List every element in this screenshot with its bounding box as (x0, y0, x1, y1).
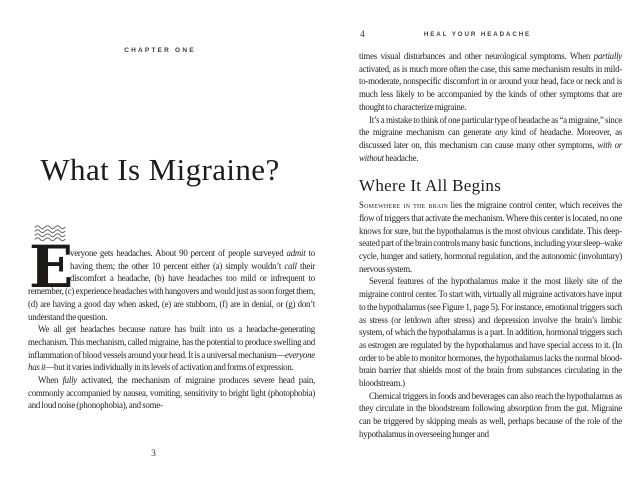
paragraph (359, 275, 622, 389)
text-run: call (284, 260, 297, 271)
right-page-number: 4 (360, 30, 365, 40)
right-page-body (359, 50, 622, 441)
text-run: Chemical triggers in foods and beverages can also reach the hypothalamus as they circulate in the bloodstream following absorption from the gut. Migraine can be triggered by skipping meals as well, perhaps because of the role of the hypothalamus in overseeing hunger and (359, 390, 622, 439)
text-run: Several features of the hypothalamus make it the most likely site of the migraine control center. To start with, virtually all migraine activators have input to the hypothalamus (see Figure 1, page 5). For instance, emotional triggers such as stress (or letdown after stress) and depression involve the brain’s limbic system, of which the hypothalamus is a part. In addition, hormonal triggers such as estrogen are regulated by the hypothalamus and have special access to it. (In order to be able to monitor hormones, the hypothalamus lacks the normal blood-brain barrier that shields most of the brain from substances circulating in the bloodstream.) (359, 276, 622, 389)
section-heading: Where It All Begins (359, 176, 502, 196)
text-run: lies the migraine control center, which receives the flow of triggers that activate the mechanism. Where this center is located, no one knows for sure, but the hypothalamus is the most obvious candidate. This deep-seated part of the brain controls many basic functions, including your sleep–wake cycle, hunger and satiety, hormonal regulation, and the autonomic (involuntary) nervous system. (359, 200, 622, 274)
text-run: activated, the mechanism of migraine produces severe head pain, commonly accompanied by nausea, vomiting, sensitivity to bright light (photophobia) and loud noise (phonophobia), and some- (28, 375, 316, 411)
text-run: We all get headaches because nature has built into us a headache-generating mechanism. This mechanism, called migraine, has the potential to produce swelling and inflammation of blood vessels around your head. It is a universal mechanism— (28, 324, 315, 360)
text-run: activated, as is much more often the case, this same mechanism results in mild-to-moderate, nonspecific discomfort in or around your head, face or neck and is much less likely to be accompanied by the kinds of other symptoms that are thought to characterize migraine. (359, 63, 622, 112)
text-run: It’s a mistake to think of one particular type of headache as “a migraine,” since the migraine mechanism can generate (359, 114, 622, 138)
text-run: everyone has it (28, 349, 315, 373)
text-run: any (495, 127, 508, 138)
paragraphs-after-heading (359, 199, 622, 440)
left-page-number: 3 (151, 449, 156, 459)
paragraph (359, 199, 622, 275)
text-run: kind of headache. Moreover, as discussed later on, this mechanism can cause many other symptoms, (359, 127, 622, 150)
text-run: times visual disturbances and other neurological symptoms. When (359, 51, 594, 61)
text-run: Somewhere in the brain (359, 200, 449, 211)
drop-cap (28, 233, 73, 301)
left-paragraphs (28, 323, 315, 412)
paragraphs-before-heading (359, 50, 622, 164)
paragraph (28, 323, 315, 374)
left-page-body (28, 233, 316, 412)
text-run: their discomfort a headache, (b) have headaches too mild or infrequent to remember, (c) experience headaches with hangovers and would just as soon forget them, (d) are having a good day when asked, (e) are stubborn, (f) are in denial, or (g) don’t understand the question. (28, 260, 315, 322)
text-run: fully (62, 375, 77, 386)
paragraph (359, 114, 622, 165)
chapter-label: CHAPTER ONE (124, 47, 196, 54)
chapter-title: What Is Migraine? (40, 152, 280, 187)
text-run: When (38, 375, 63, 386)
text-run: to having them; the other 10 percent either (a) simply wouldn’t (70, 248, 315, 271)
paragraph (359, 390, 622, 441)
text-run: —but it varies individually in its levels of activation and forms of expression. (45, 362, 294, 373)
text-run: veryone gets headaches. About 90 percent of people surveyed (70, 248, 287, 258)
drop-cap-letter: E (29, 233, 73, 301)
opening-paragraph (28, 233, 315, 323)
running-head: HEAL YOUR HEADACHE (423, 31, 532, 38)
paragraph (28, 374, 315, 412)
text-run: admit (286, 248, 306, 258)
text-run: headache. (383, 152, 419, 163)
text-run: partially (593, 51, 622, 61)
paragraph (359, 50, 622, 114)
text-run: with or without (359, 139, 622, 163)
